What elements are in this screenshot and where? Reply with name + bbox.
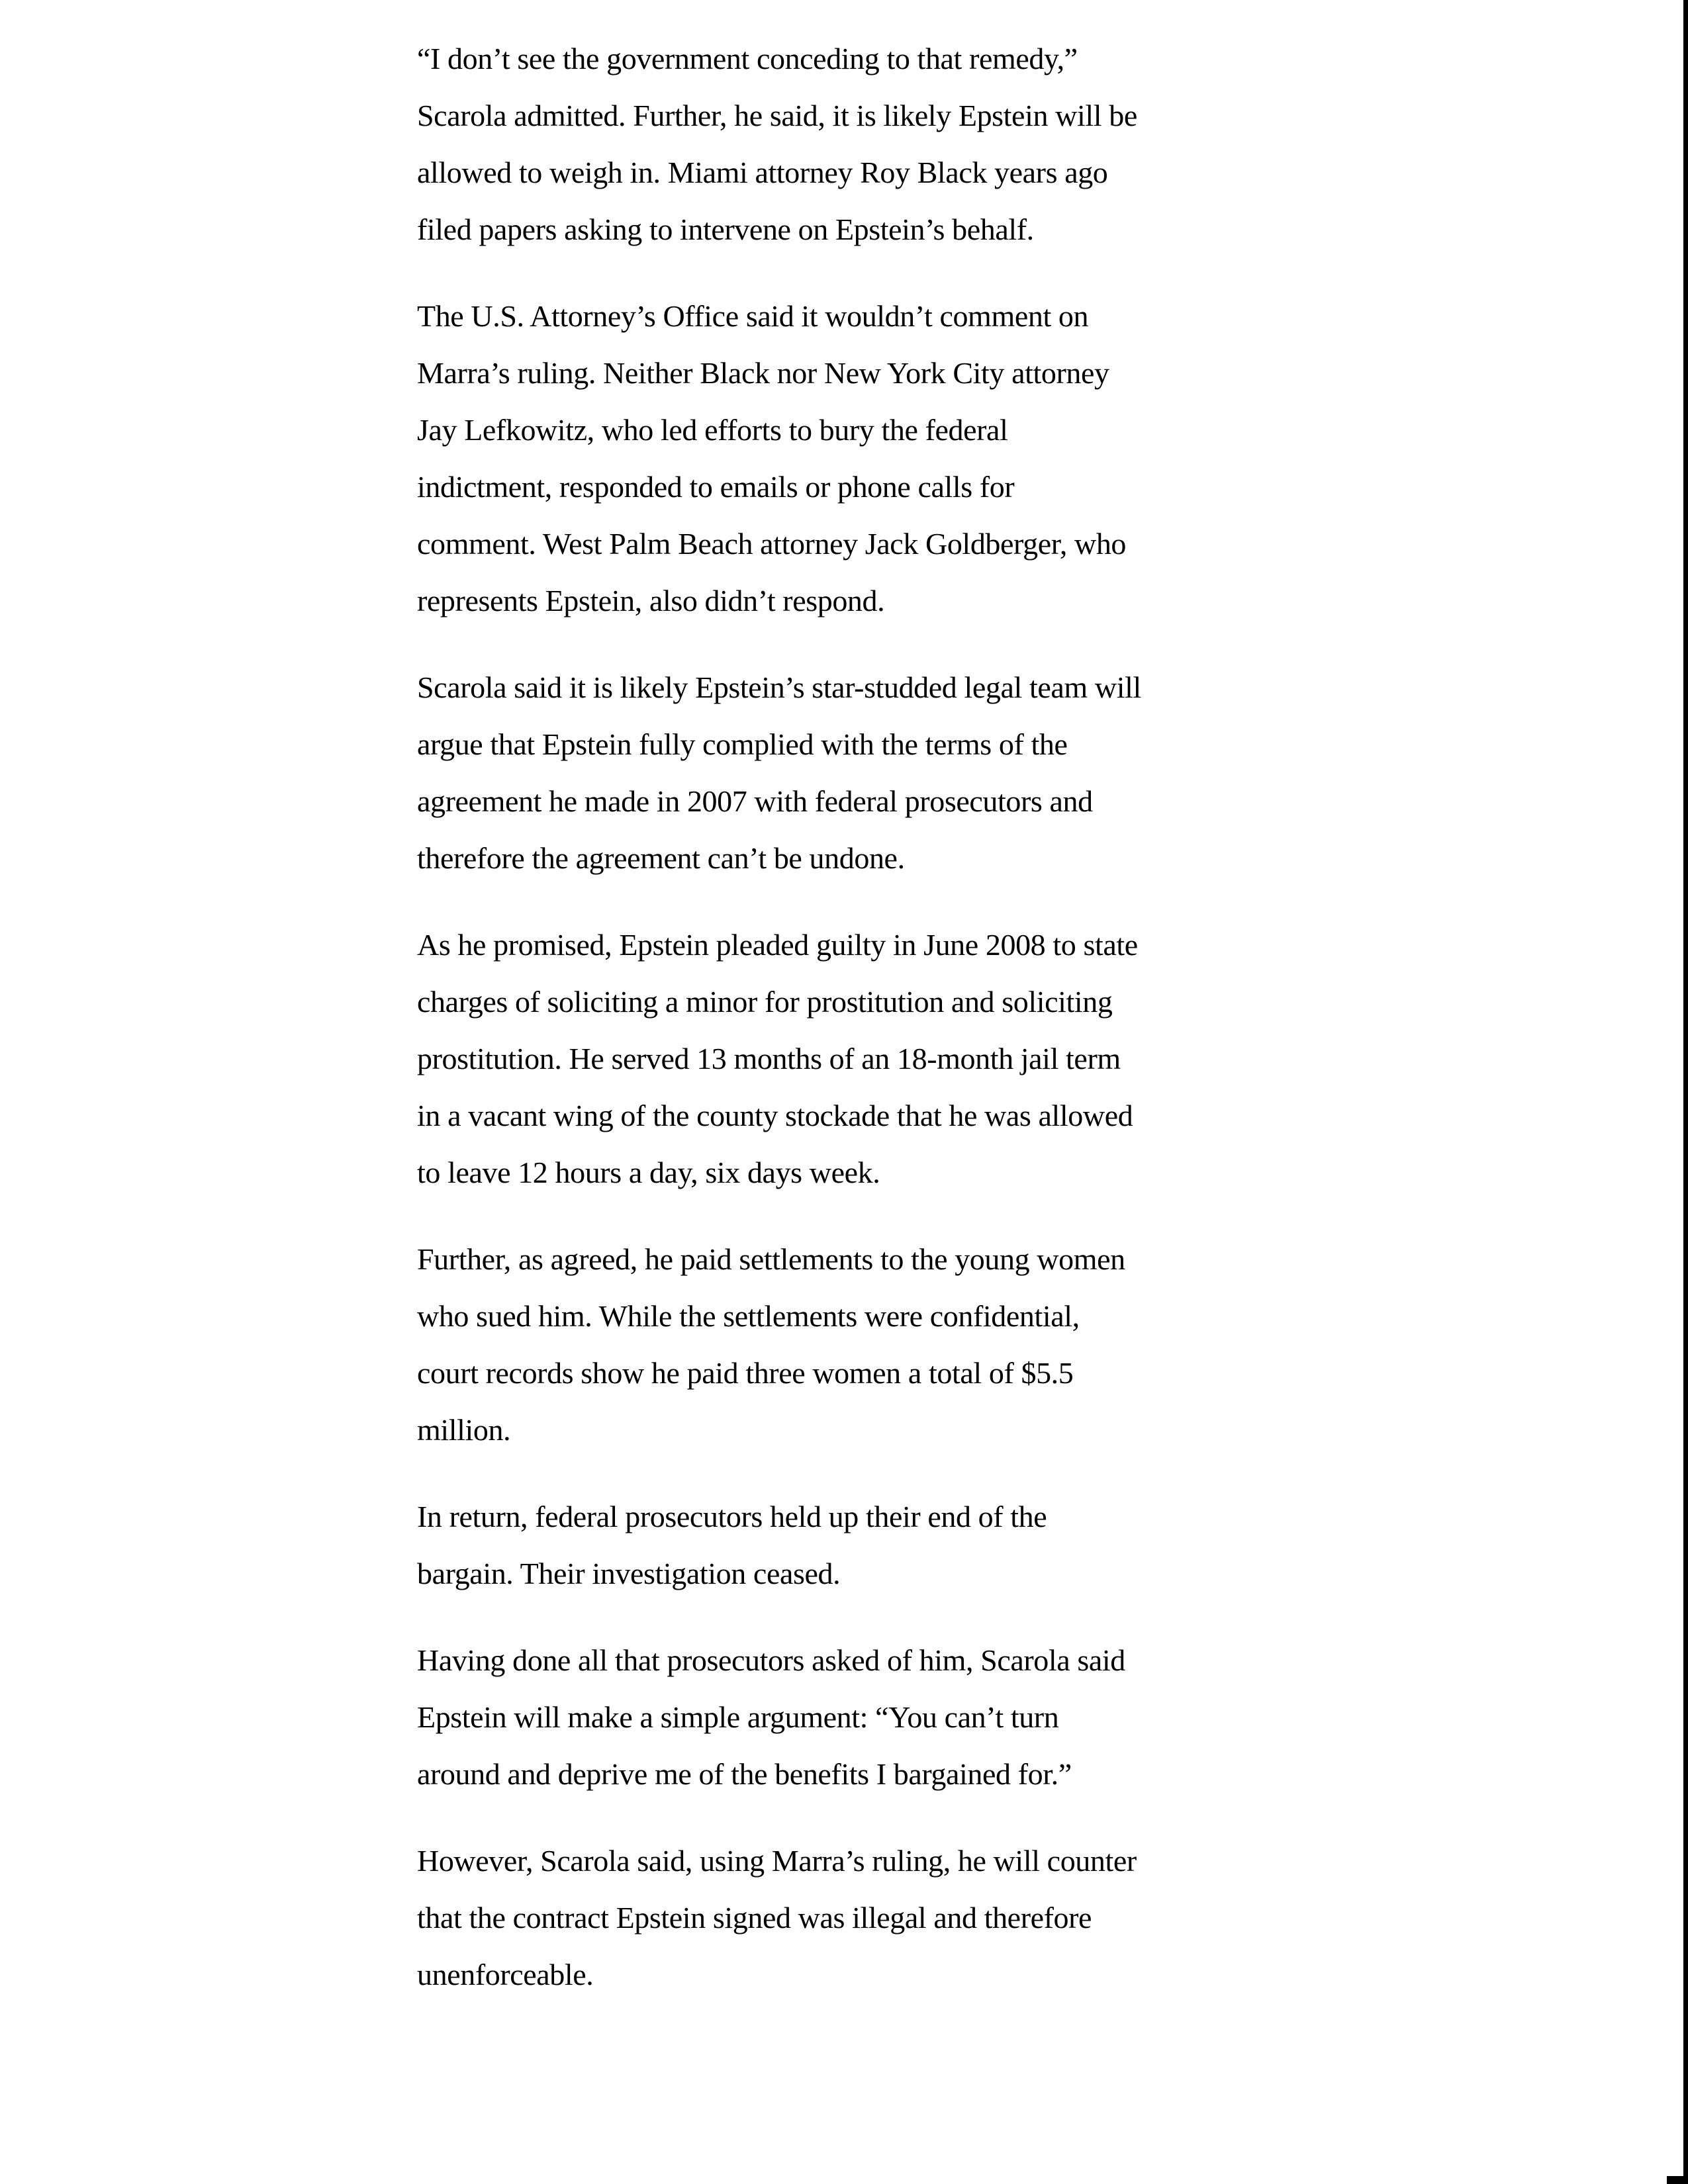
text-line: court records show he paid three women a total of $5.5	[417, 1356, 1074, 1390]
text-line: in a vacant wing of the county stockade that he was allowed	[417, 1099, 1133, 1132]
paragraph	[417, 1488, 1304, 1602]
text-line: As he promised, Epstein pleaded guilty in June 2008 to state	[417, 928, 1138, 962]
text-line: In return, federal prosecutors held up their end of the	[417, 1500, 1047, 1533]
text-line: Jay Lefkowitz, who led efforts to bury the federal	[417, 413, 1008, 447]
text-line: bargain. Their investigation ceased.	[417, 1557, 841, 1590]
text-line: who sued him. While the settlements were confidential,	[417, 1299, 1080, 1333]
text-line: Having done all that prosecutors asked of him, Scarola said	[417, 1643, 1125, 1677]
text-line: represents Epstein, also didn’t respond.	[417, 584, 885, 617]
paragraph	[417, 1833, 1304, 2003]
text-line: around and deprive me of the benefits I bargained for.”	[417, 1757, 1072, 1791]
paragraph	[417, 30, 1304, 258]
article-text-column	[417, 30, 1304, 2003]
text-line: argue that Epstein fully complied with the terms of the	[417, 727, 1068, 761]
scan-artifact-right-edge-line	[1683, 0, 1688, 2184]
text-line: Scarola admitted. Further, he said, it is likely Epstein will be	[417, 99, 1137, 132]
text-line: charges of soliciting a minor for prostitution and soliciting	[417, 985, 1113, 1019]
paragraph	[417, 288, 1304, 629]
paragraph	[417, 1231, 1304, 1459]
text-line: agreement he made in 2007 with federal prosecutors and	[417, 784, 1093, 818]
text-line: allowed to weigh in. Miami attorney Roy Black years ago	[417, 156, 1108, 189]
paragraph	[417, 1632, 1304, 1803]
text-line: prostitution. He served 13 months of an 18-month jail term	[417, 1042, 1121, 1075]
text-line: Epstein will make a simple argument: “You can’t turn	[417, 1700, 1059, 1734]
text-line: “I don’t see the government conceding to that remedy,”	[417, 42, 1078, 75]
paragraph	[417, 659, 1304, 887]
text-line: comment. West Palm Beach attorney Jack Goldberger, who	[417, 527, 1127, 561]
text-line: Marra’s ruling. Neither Black nor New York City attorney	[417, 356, 1109, 390]
text-line: Further, as agreed, he paid settlements to the young women	[417, 1242, 1125, 1276]
scan-artifact-bottom-right-blob	[1667, 2176, 1688, 2184]
text-line: filed papers asking to intervene on Epstein’s behalf.	[417, 212, 1034, 246]
text-line: million.	[417, 1413, 511, 1447]
text-line: The U.S. Attorney’s Office said it wouldn’t comment on	[417, 299, 1089, 333]
text-line: Scarola said it is likely Epstein’s star-studded legal team will	[417, 670, 1141, 704]
text-line: However, Scarola said, using Marra’s ruling, he will counter	[417, 1844, 1137, 1878]
paragraph	[417, 917, 1304, 1201]
text-line: that the contract Epstein signed was illegal and therefore	[417, 1901, 1092, 1934]
text-line: unenforceable.	[417, 1958, 594, 1991]
text-line: therefore the agreement can’t be undone.	[417, 841, 905, 875]
text-line: to leave 12 hours a day, six days week.	[417, 1156, 880, 1189]
text-line: indictment, responded to emails or phone calls for	[417, 470, 1015, 504]
